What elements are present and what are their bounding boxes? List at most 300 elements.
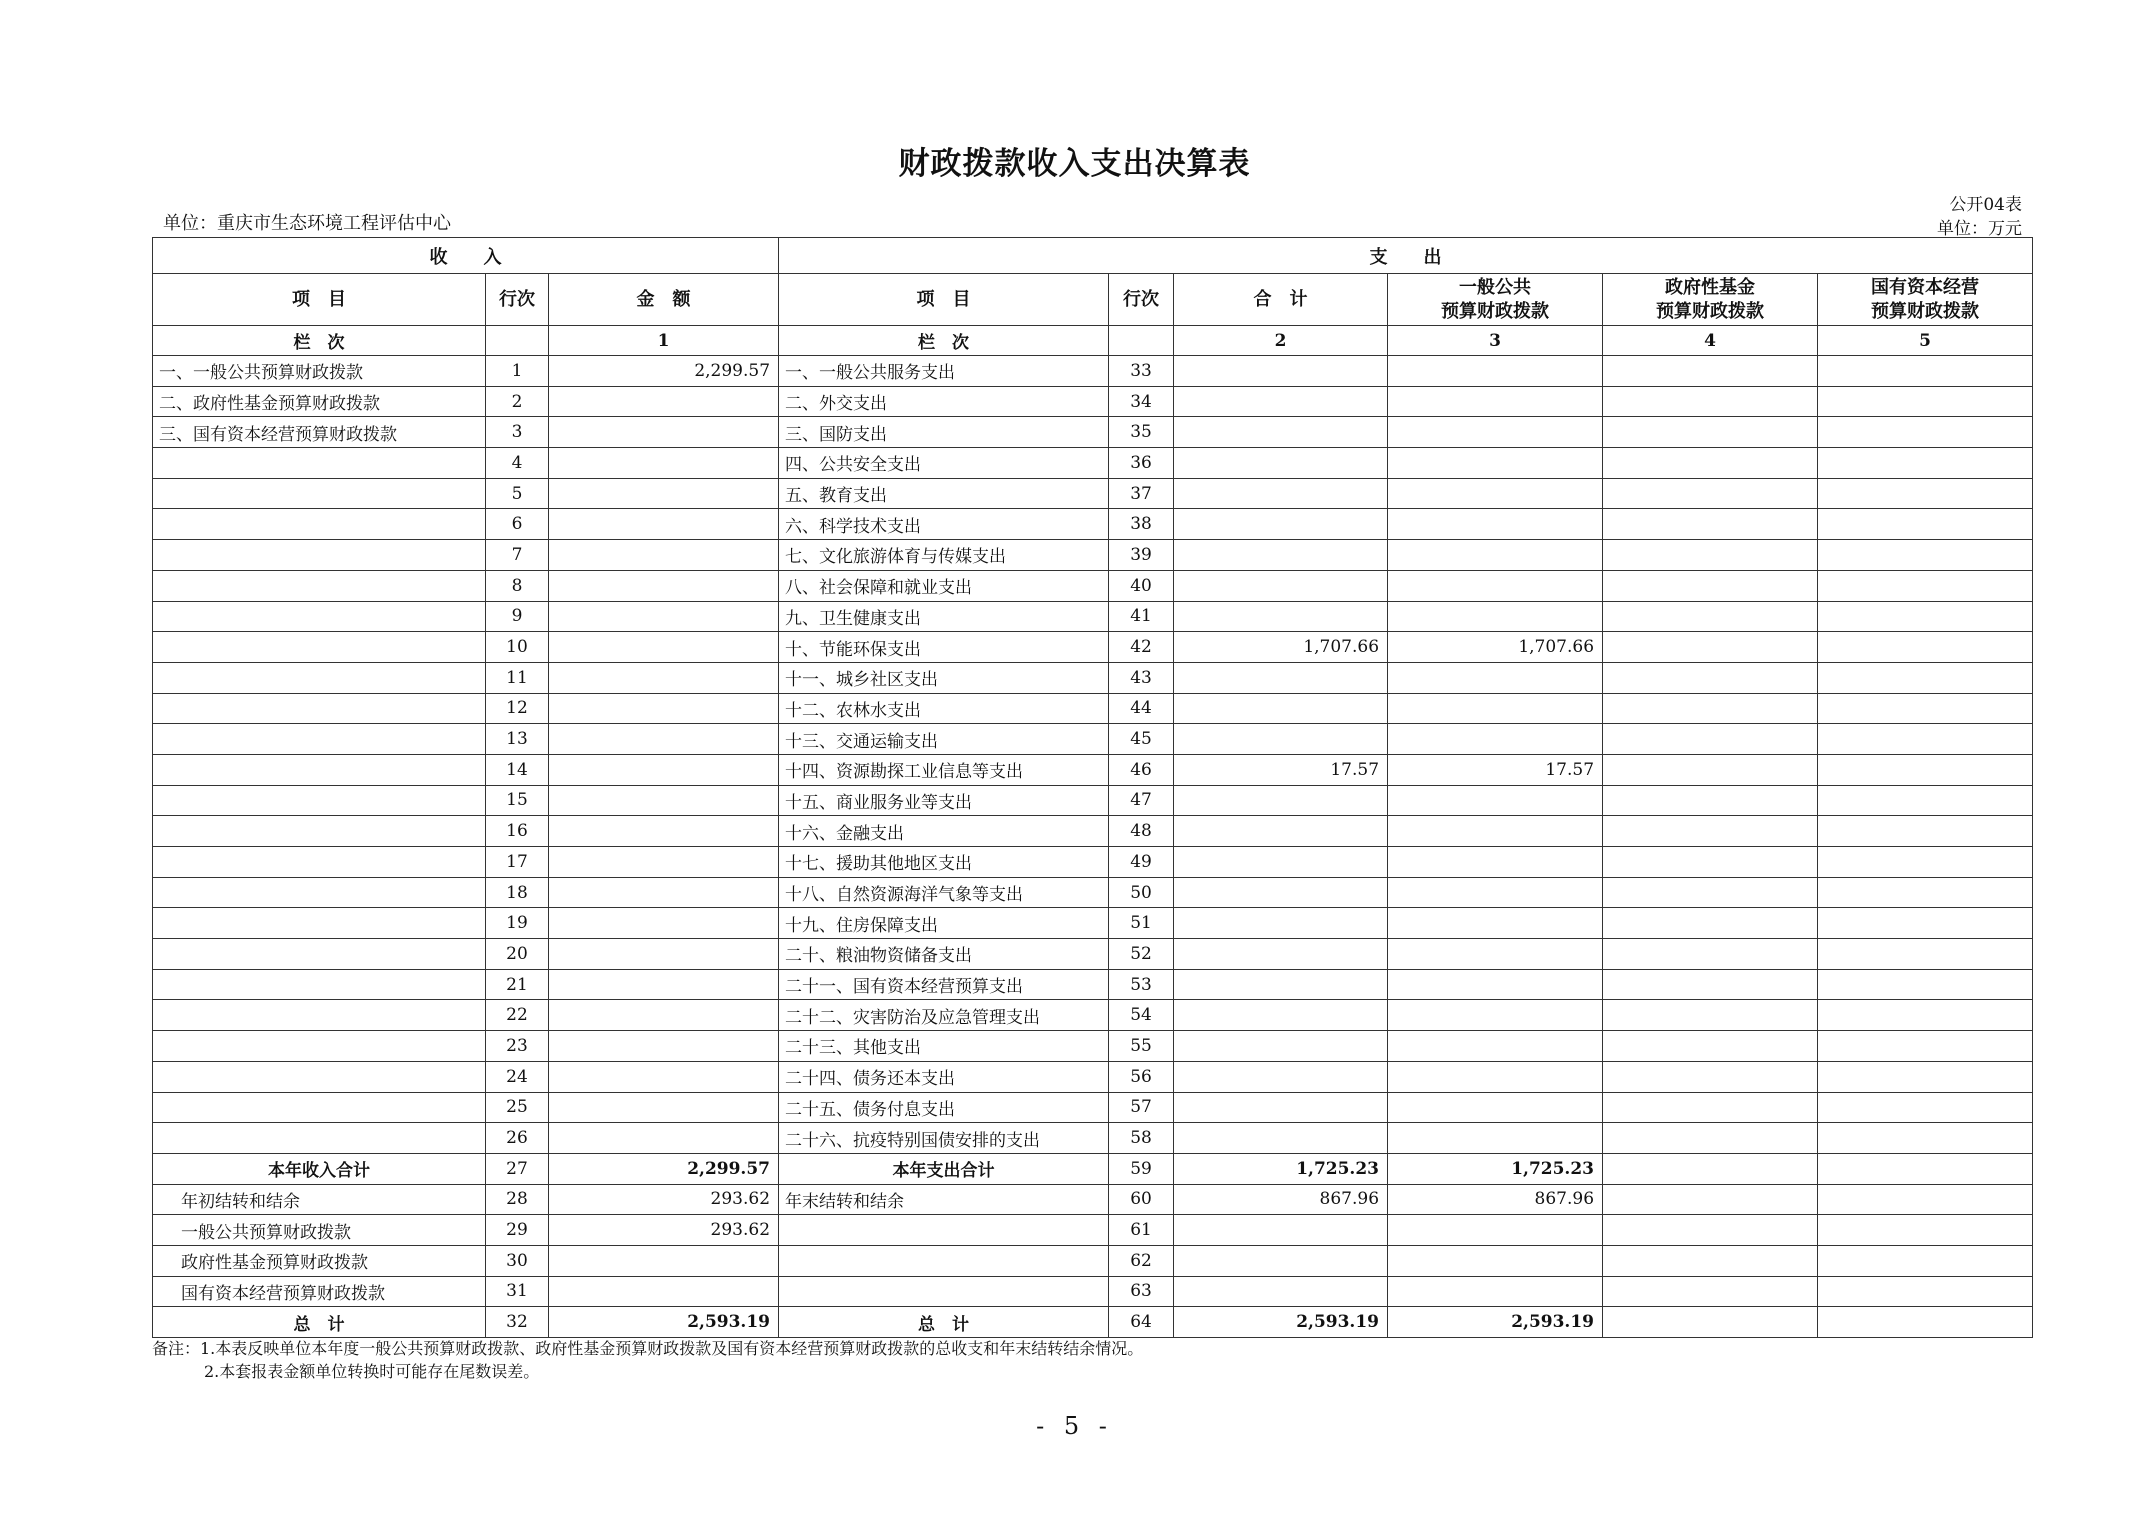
state-capital-cell <box>1818 632 2033 663</box>
income-row-no-cell: 26 <box>486 1123 549 1154</box>
state-capital-cell <box>1818 1031 2033 1062</box>
expense-item-cell: 十七、援助其他地区支出 <box>779 847 1109 878</box>
expense-item-cell: 十三、交通运输支出 <box>779 724 1109 755</box>
income-row-no-cell: 21 <box>486 969 549 1000</box>
state-capital-cell <box>1818 1215 2033 1246</box>
state-capital-cell <box>1818 1000 2033 1031</box>
general-budget-cell: 17.57 <box>1388 754 1603 785</box>
expense-row-no-cell: 49 <box>1109 847 1174 878</box>
gov-fund-cell <box>1603 1000 1818 1031</box>
total-cell <box>1174 1276 1388 1307</box>
income-item-cell: 三、国有资本经营预算财政拨款 <box>153 417 486 448</box>
income-item-cell <box>153 540 486 571</box>
total-cell <box>1174 1245 1388 1276</box>
state-capital-cell <box>1818 417 2033 448</box>
income-amount-cell <box>549 785 779 816</box>
expense-row-no-cell: 55 <box>1109 1031 1174 1062</box>
total-header: 合 计 <box>1174 274 1388 326</box>
income-item-cell <box>153 724 486 755</box>
income-amount-cell <box>549 448 779 479</box>
expense-item-cell: 一、一般公共服务支出 <box>779 356 1109 387</box>
state-capital-cell <box>1818 1123 2033 1154</box>
expense-row-no-cell: 54 <box>1109 1000 1174 1031</box>
income-amount-cell <box>549 1031 779 1062</box>
income-item-cell <box>153 509 486 540</box>
income-item-cell: 国有资本经营预算财政拨款 <box>153 1276 486 1307</box>
total-cell <box>1174 570 1388 601</box>
state-capital-cell <box>1818 356 2033 387</box>
income-item-cell <box>153 877 486 908</box>
income-amount-cell <box>549 417 779 448</box>
total-cell <box>1174 1215 1388 1246</box>
total-cell <box>1174 1031 1388 1062</box>
expense-item-cell: 十、节能环保支出 <box>779 632 1109 663</box>
general-budget-cell <box>1388 724 1603 755</box>
gov-fund-cell <box>1603 417 1818 448</box>
total-cell: 1,707.66 <box>1174 632 1388 663</box>
income-amount-cell <box>549 509 779 540</box>
gov-fund-cell <box>1603 1184 1818 1215</box>
income-row-no-cell: 24 <box>486 1061 549 1092</box>
gov-fund-cell <box>1603 1245 1818 1276</box>
total-cell <box>1174 1123 1388 1154</box>
table-row <box>153 877 2033 908</box>
general-budget-cell <box>1388 386 1603 417</box>
expense-item-cell: 十四、资源勘探工业信息等支出 <box>779 754 1109 785</box>
income-col-label: 栏 次 <box>153 326 486 356</box>
table-row <box>153 754 2033 785</box>
footnote-1: 备注：1.本表反映单位本年度一般公共预算财政拨款、政府性基金预算财政拨款及国有资本经营预算财政拨款的总收支和年末结转结余情况。 <box>152 1339 1144 1358</box>
general-budget-cell <box>1388 1245 1603 1276</box>
table-row <box>153 969 2033 1000</box>
state-capital-cell <box>1818 540 2033 571</box>
expense-row-no-cell: 53 <box>1109 969 1174 1000</box>
expense-row-no-cell: 35 <box>1109 417 1174 448</box>
income-amount-cell <box>549 1061 779 1092</box>
total-cell <box>1174 417 1388 448</box>
state-capital-cell <box>1818 1245 2033 1276</box>
col-number-1: 1 <box>549 326 779 356</box>
income-item-cell <box>153 969 486 1000</box>
general-budget-cell: 2,593.19 <box>1388 1307 1603 1338</box>
general-budget-cell <box>1388 478 1603 509</box>
expense-item-cell: 三、国防支出 <box>779 417 1109 448</box>
general-budget-cell: 1,725.23 <box>1388 1153 1603 1184</box>
income-row-no-cell: 16 <box>486 816 549 847</box>
gov-fund-cell <box>1603 816 1818 847</box>
expense-row-no-cell: 43 <box>1109 662 1174 693</box>
income-item-cell: 一般公共预算财政拨款 <box>153 1215 486 1246</box>
income-row-no-cell: 25 <box>486 1092 549 1123</box>
general-budget-cell <box>1388 417 1603 448</box>
income-row-no-cell: 4 <box>486 448 549 479</box>
income-amount-cell <box>549 1245 779 1276</box>
expense-item-cell: 二十一、国有资本经营预算支出 <box>779 969 1109 1000</box>
expense-item-cell: 五、教育支出 <box>779 478 1109 509</box>
total-cell <box>1174 847 1388 878</box>
general-budget-cell <box>1388 540 1603 571</box>
income-row-no-cell: 15 <box>486 785 549 816</box>
income-row-no-cell: 12 <box>486 693 549 724</box>
table-row <box>153 1184 2033 1215</box>
table-row <box>153 1123 2033 1154</box>
gov-fund-header: 政府性基金 预算财政拨款 <box>1603 274 1818 326</box>
expense-item-header: 项 目 <box>779 274 1109 326</box>
income-amount-cell: 2,299.57 <box>549 1153 779 1184</box>
currency-unit: 单位：万元 <box>1937 219 2022 239</box>
reporting-unit: 单位：重庆市生态环境工程评估中心 <box>163 213 451 234</box>
income-item-cell <box>153 847 486 878</box>
expense-row-no-cell: 34 <box>1109 386 1174 417</box>
expense-col-label: 栏 次 <box>779 326 1109 356</box>
expense-item-cell: 十二、农林水支出 <box>779 693 1109 724</box>
income-item-cell: 二、政府性基金预算财政拨款 <box>153 386 486 417</box>
income-item-cell <box>153 1061 486 1092</box>
income-row-no-cell: 2 <box>486 386 549 417</box>
expense-row-no-cell: 57 <box>1109 1092 1174 1123</box>
table-row <box>153 693 2033 724</box>
expense-row-no-cell: 62 <box>1109 1245 1174 1276</box>
expense-row-no-cell: 45 <box>1109 724 1174 755</box>
income-item-header: 项 目 <box>153 274 486 326</box>
gov-fund-cell <box>1603 386 1818 417</box>
income-row-no-cell: 31 <box>486 1276 549 1307</box>
expense-item-cell: 二、外交支出 <box>779 386 1109 417</box>
state-capital-cell <box>1818 939 2033 970</box>
expense-row-no-cell: 50 <box>1109 877 1174 908</box>
income-row-no-cell: 30 <box>486 1245 549 1276</box>
expense-item-cell <box>779 1276 1109 1307</box>
expense-row-no-cell: 44 <box>1109 693 1174 724</box>
general-budget-cell: 867.96 <box>1388 1184 1603 1215</box>
table-row <box>153 1000 2033 1031</box>
expense-item-cell: 二十二、灾害防治及应急管理支出 <box>779 1000 1109 1031</box>
income-row-no-cell: 18 <box>486 877 549 908</box>
income-row-no-cell: 13 <box>486 724 549 755</box>
total-cell <box>1174 785 1388 816</box>
table-row <box>153 448 2033 479</box>
page-number: - 5 - <box>1036 1412 1113 1440</box>
general-budget-cell <box>1388 662 1603 693</box>
table-row <box>153 570 2033 601</box>
table-row <box>153 785 2033 816</box>
total-cell <box>1174 1061 1388 1092</box>
income-amount-cell <box>549 847 779 878</box>
income-section-header: 收 入 <box>153 238 779 274</box>
income-row-no-cell: 10 <box>486 632 549 663</box>
income-row-no-cell: 20 <box>486 939 549 970</box>
gov-fund-cell <box>1603 693 1818 724</box>
income-amount-cell <box>549 939 779 970</box>
gov-fund-cell <box>1603 632 1818 663</box>
expense-item-cell: 本年支出合计 <box>779 1153 1109 1184</box>
expense-row-no-cell: 59 <box>1109 1153 1174 1184</box>
expense-item-cell <box>779 1215 1109 1246</box>
gov-fund-cell <box>1603 724 1818 755</box>
total-cell: 2,593.19 <box>1174 1307 1388 1338</box>
gov-fund-cell <box>1603 754 1818 785</box>
income-amount-cell <box>549 816 779 847</box>
table-row <box>153 601 2033 632</box>
gov-fund-cell <box>1603 509 1818 540</box>
col-number-4: 4 <box>1603 326 1818 356</box>
income-amount-cell <box>549 540 779 571</box>
state-capital-cell <box>1818 693 2033 724</box>
gov-fund-cell <box>1603 662 1818 693</box>
expense-item-cell <box>779 1245 1109 1276</box>
expense-item-cell: 二十、粮油物资储备支出 <box>779 939 1109 970</box>
income-item-cell <box>153 939 486 970</box>
state-capital-cell <box>1818 1307 2033 1338</box>
table-row <box>153 1215 2033 1246</box>
total-cell <box>1174 816 1388 847</box>
income-amount-cell <box>549 877 779 908</box>
gov-fund-cell <box>1603 939 1818 970</box>
table-row <box>153 1153 2033 1184</box>
table-row <box>153 356 2033 387</box>
total-cell <box>1174 662 1388 693</box>
table-row <box>153 816 2033 847</box>
expense-row-no-cell: 48 <box>1109 816 1174 847</box>
col-number-2: 2 <box>1174 326 1388 356</box>
income-amount-cell <box>549 601 779 632</box>
income-amount-cell <box>549 1123 779 1154</box>
income-amount-cell <box>549 724 779 755</box>
empty-cell <box>486 326 549 356</box>
general-budget-cell <box>1388 1276 1603 1307</box>
expense-item-cell: 十一、城乡社区支出 <box>779 662 1109 693</box>
table-row <box>153 939 2033 970</box>
expense-item-cell: 九、卫生健康支出 <box>779 601 1109 632</box>
total-cell <box>1174 724 1388 755</box>
income-item-cell <box>153 754 486 785</box>
income-row-no-cell: 7 <box>486 540 549 571</box>
income-item-cell <box>153 478 486 509</box>
income-item-cell <box>153 601 486 632</box>
general-budget-cell <box>1388 1031 1603 1062</box>
general-budget-cell: 1,707.66 <box>1388 632 1603 663</box>
general-budget-cell <box>1388 509 1603 540</box>
state-capital-cell <box>1818 601 2033 632</box>
form-number: 公开04表 <box>1949 195 2022 215</box>
income-item-cell: 一、一般公共预算财政拨款 <box>153 356 486 387</box>
expense-row-no-cell: 40 <box>1109 570 1174 601</box>
state-capital-cell <box>1818 570 2033 601</box>
expense-item-cell: 二十六、抗疫特别国债安排的支出 <box>779 1123 1109 1154</box>
income-row-no-cell: 14 <box>486 754 549 785</box>
footnotes <box>152 1337 1143 1383</box>
total-cell <box>1174 478 1388 509</box>
table-row <box>153 1031 2033 1062</box>
income-item-cell: 本年收入合计 <box>153 1153 486 1184</box>
expense-item-cell: 年末结转和结余 <box>779 1184 1109 1215</box>
expense-row-no-cell: 37 <box>1109 478 1174 509</box>
expense-item-cell: 十五、商业服务业等支出 <box>779 785 1109 816</box>
page-title: 财政拨款收入支出决算表 <box>898 146 1251 182</box>
state-capital-cell <box>1818 816 2033 847</box>
income-item-cell <box>153 570 486 601</box>
state-capital-cell <box>1818 754 2033 785</box>
expense-row-no-cell: 56 <box>1109 1061 1174 1092</box>
expense-row-no-cell: 41 <box>1109 601 1174 632</box>
general-budget-cell <box>1388 1000 1603 1031</box>
table-row <box>153 509 2033 540</box>
expense-row-no-cell: 51 <box>1109 908 1174 939</box>
table-row <box>153 662 2033 693</box>
income-amount-cell: 293.62 <box>549 1215 779 1246</box>
gov-fund-cell <box>1603 1123 1818 1154</box>
expense-row-no-cell: 63 <box>1109 1276 1174 1307</box>
expense-row-no-cell: 52 <box>1109 939 1174 970</box>
total-cell <box>1174 908 1388 939</box>
income-item-cell <box>153 1000 486 1031</box>
income-item-cell <box>153 1123 486 1154</box>
table-row <box>153 1245 2033 1276</box>
state-capital-cell <box>1818 509 2033 540</box>
income-row-no-cell: 32 <box>486 1307 549 1338</box>
income-item-cell <box>153 1031 486 1062</box>
general-budget-cell <box>1388 693 1603 724</box>
empty-cell <box>1109 326 1174 356</box>
income-amount-cell <box>549 908 779 939</box>
budget-table <box>152 237 2033 1338</box>
gov-fund-cell <box>1603 1276 1818 1307</box>
total-cell: 867.96 <box>1174 1184 1388 1215</box>
income-amount-cell: 2,593.19 <box>549 1307 779 1338</box>
expense-item-cell: 六、科学技术支出 <box>779 509 1109 540</box>
gov-fund-cell <box>1603 1031 1818 1062</box>
gov-fund-cell <box>1603 969 1818 1000</box>
expense-row-no-cell: 61 <box>1109 1215 1174 1246</box>
general-budget-cell <box>1388 1061 1603 1092</box>
income-row-no-cell: 5 <box>486 478 549 509</box>
expense-item-cell: 二十五、债务付息支出 <box>779 1092 1109 1123</box>
total-cell <box>1174 1092 1388 1123</box>
gov-fund-cell <box>1603 1153 1818 1184</box>
general-budget-cell <box>1388 1215 1603 1246</box>
total-cell <box>1174 969 1388 1000</box>
income-item-cell <box>153 662 486 693</box>
table-row <box>153 386 2033 417</box>
state-capital-cell <box>1818 908 2033 939</box>
general-budget-cell <box>1388 969 1603 1000</box>
expense-row-no-cell: 36 <box>1109 448 1174 479</box>
general-budget-cell <box>1388 877 1603 908</box>
table-row <box>153 540 2033 571</box>
general-budget-cell <box>1388 448 1603 479</box>
income-row-no-cell: 22 <box>486 1000 549 1031</box>
state-capital-cell <box>1818 724 2033 755</box>
general-budget-cell <box>1388 1123 1603 1154</box>
expense-item-cell: 二十三、其他支出 <box>779 1031 1109 1062</box>
expense-row-no-cell: 46 <box>1109 754 1174 785</box>
income-row-no-cell: 9 <box>486 601 549 632</box>
income-amount-cell <box>549 1092 779 1123</box>
state-capital-cell <box>1818 1153 2033 1184</box>
state-capital-cell <box>1818 662 2033 693</box>
state-capital-cell <box>1818 877 2033 908</box>
income-item-cell <box>153 632 486 663</box>
general-budget-cell <box>1388 570 1603 601</box>
total-cell <box>1174 356 1388 387</box>
state-capital-cell <box>1818 847 2033 878</box>
col-number-3: 3 <box>1388 326 1603 356</box>
gov-fund-cell <box>1603 601 1818 632</box>
total-cell: 17.57 <box>1174 754 1388 785</box>
income-amount-cell <box>549 662 779 693</box>
income-item-cell <box>153 908 486 939</box>
income-amount-cell <box>549 1276 779 1307</box>
income-amount-header: 金 额 <box>549 274 779 326</box>
gov-fund-cell <box>1603 877 1818 908</box>
state-capital-cell <box>1818 1061 2033 1092</box>
total-cell <box>1174 601 1388 632</box>
income-item-cell: 总 计 <box>153 1307 486 1338</box>
state-capital-cell <box>1818 1276 2033 1307</box>
expense-item-cell: 十六、金融支出 <box>779 816 1109 847</box>
expense-row-no-cell: 47 <box>1109 785 1174 816</box>
footnote-2: 2.本套报表金额单位转换时可能存在尾数误差。 <box>204 1362 540 1381</box>
total-cell <box>1174 693 1388 724</box>
income-row-no-cell: 8 <box>486 570 549 601</box>
total-cell <box>1174 509 1388 540</box>
state-capital-cell <box>1818 1184 2033 1215</box>
table-row <box>153 417 2033 448</box>
expense-row-no-cell: 58 <box>1109 1123 1174 1154</box>
table-row <box>153 478 2033 509</box>
income-row-no-cell: 28 <box>486 1184 549 1215</box>
income-amount-cell <box>549 386 779 417</box>
income-row-no-cell: 23 <box>486 1031 549 1062</box>
total-cell <box>1174 877 1388 908</box>
state-capital-cell <box>1818 1092 2033 1123</box>
gov-fund-cell <box>1603 1061 1818 1092</box>
general-budget-cell <box>1388 1092 1603 1123</box>
income-item-cell: 政府性基金预算财政拨款 <box>153 1245 486 1276</box>
income-item-cell <box>153 816 486 847</box>
general-budget-cell <box>1388 939 1603 970</box>
general-budget-cell <box>1388 601 1603 632</box>
expense-item-cell: 二十四、债务还本支出 <box>779 1061 1109 1092</box>
total-cell <box>1174 448 1388 479</box>
expense-item-cell: 十九、住房保障支出 <box>779 908 1109 939</box>
gov-fund-cell <box>1603 540 1818 571</box>
income-amount-cell <box>549 969 779 1000</box>
income-row-no-cell: 6 <box>486 509 549 540</box>
income-item-cell <box>153 785 486 816</box>
expense-item-cell: 七、文化旅游体育与传媒支出 <box>779 540 1109 571</box>
gov-fund-cell <box>1603 785 1818 816</box>
general-budget-header: 一般公共 预算财政拨款 <box>1388 274 1603 326</box>
income-amount-cell <box>549 693 779 724</box>
gov-fund-cell <box>1603 448 1818 479</box>
total-cell <box>1174 386 1388 417</box>
gov-fund-cell <box>1603 478 1818 509</box>
income-amount-cell: 293.62 <box>549 1184 779 1215</box>
income-row-no-cell: 11 <box>486 662 549 693</box>
table-row <box>153 1061 2033 1092</box>
expense-item-cell: 八、社会保障和就业支出 <box>779 570 1109 601</box>
general-budget-cell <box>1388 356 1603 387</box>
income-item-cell <box>153 693 486 724</box>
state-capital-cell <box>1818 386 2033 417</box>
expense-row-no-cell: 60 <box>1109 1184 1174 1215</box>
expense-section-header: 支 出 <box>779 238 2033 274</box>
income-amount-cell <box>549 1000 779 1031</box>
income-row-no-cell: 3 <box>486 417 549 448</box>
income-row-no-cell: 17 <box>486 847 549 878</box>
general-budget-cell <box>1388 785 1603 816</box>
